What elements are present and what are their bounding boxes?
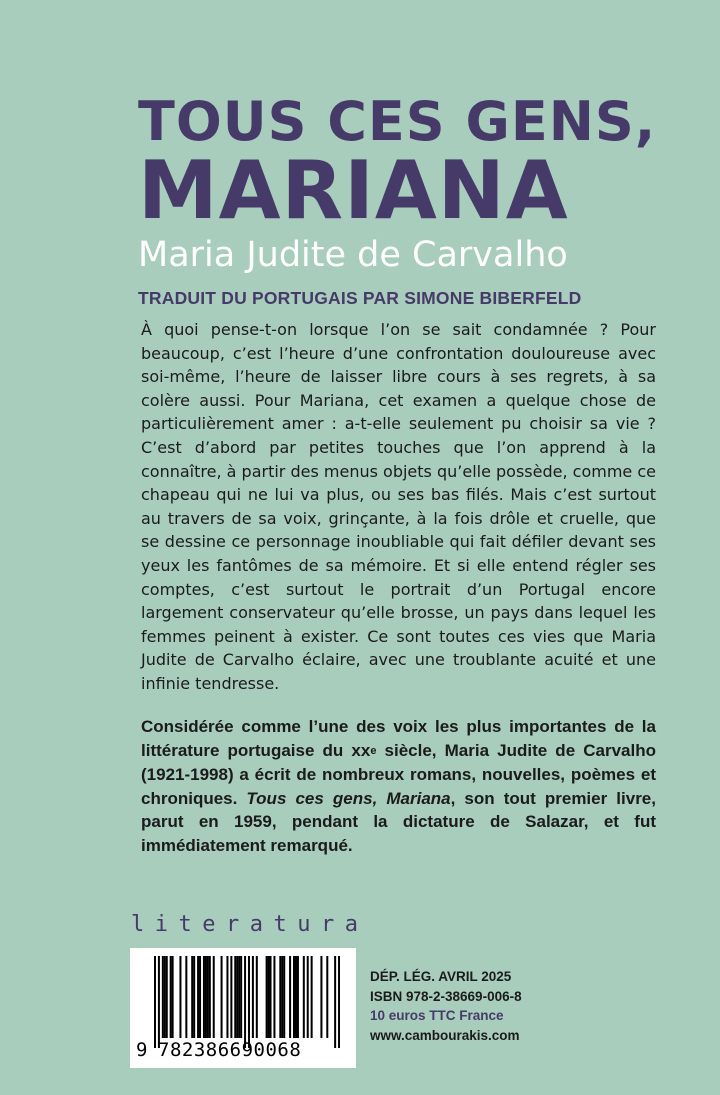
barcode-digits: 782386690068: [158, 1039, 302, 1061]
barcode-bar: [238, 956, 240, 1038]
barcode-bar: [226, 956, 228, 1038]
title-block: [138, 92, 658, 310]
book-title-line-2: MARIANA: [138, 144, 569, 237]
barcode-bar: [295, 956, 297, 1038]
barcode-bar: [279, 956, 281, 1038]
barcode-bar: [205, 956, 207, 1038]
legal-deposit: DÉP. LÉG. AVRIL 2025: [370, 969, 512, 984]
barcode-bar: [273, 956, 275, 1038]
barcode-first-digit: 9: [136, 1039, 148, 1061]
barcode-bar: [170, 956, 172, 1038]
publisher-website: www.cambourakis.com: [370, 1027, 520, 1043]
barcode-bar: [320, 956, 322, 1038]
barcode: [130, 948, 356, 1068]
barcode-bar: [289, 956, 291, 1038]
barcode-bar: [221, 956, 223, 1038]
publication-info: [370, 967, 522, 1045]
barcode-bar: [326, 956, 328, 1038]
author-bio: [141, 715, 656, 858]
barcode-bar: [283, 956, 285, 1038]
barcode-bar: [244, 956, 246, 1048]
barcode-bar: [297, 956, 299, 1038]
barcode-bar: [213, 956, 215, 1038]
barcode-bar: [207, 956, 209, 1038]
barcode-bar: [256, 956, 258, 1038]
translator-credit: TRADUIT DU PORTUGAIS PAR SIMONE BIBERFELD: [138, 288, 582, 308]
barcode-bar: [164, 956, 166, 1038]
barcode-bar: [209, 956, 211, 1038]
barcode-bar: [252, 956, 254, 1038]
barcode-bar: [191, 956, 193, 1038]
barcode-bar: [240, 956, 242, 1038]
bio-text-1: Considérée comme l’une des voix les plus importantes de la littérature portugaise du: [141, 717, 656, 760]
barcode-bar: [234, 956, 236, 1038]
bio-book-title: Tous ces gens, Mariana: [246, 788, 451, 808]
book-title-line-1: TOUS CES GENS,: [138, 90, 657, 153]
barcode-bar: [248, 956, 250, 1048]
barcode-bar: [199, 956, 201, 1038]
barcode-bar: [281, 956, 283, 1038]
barcode-bar: [197, 956, 199, 1038]
author-name: Maria Judite de Carvalho: [138, 235, 568, 275]
barcode-bar: [166, 956, 168, 1038]
barcode-bar: [236, 956, 238, 1038]
barcode-bar: [230, 956, 232, 1038]
bio-century: $xx^e$: [351, 740, 377, 760]
barcode-bar: [179, 956, 181, 1038]
barcode-bar: [303, 956, 305, 1038]
barcode-bar: [268, 956, 270, 1038]
book-summary: À quoi pense-t-on lorsque l’on se sait condamnée ? Pour beaucoup, c’est l’heure d’une confrontation douloureuse avec soi-même, l’heure de laisser libre cours à ses regrets, à sa colère aussi. Pour Mariana, cet examen a quelque chose de particulièrement amer : a-t-elle seulement pu choisir sa vie ? C’est d’abord par petites touches que l’on apprend à la connaître, à partir des menus objets qu’elle possède, comme ce chapeau qui ne lui va plus, ou ses bas filés. Mais c’est surtout au travers de sa voix, grinçante, à la fois drôle et cruelle, que se dessine ce personnage inoubliable qui fait défiler devant ses yeux les fantômes de sa mémoire. Et si elle entend régler ses comptes, c’est surtout le portrait d’un Portugal encore largement conservateur qu’elle brosse, un pays dans lequel les femmes peinent à exister. Ce sont toutes ces vies que Maria Judite de Carvalho éclaire, avec une troublante acuité et une infinie tendresse.: [141, 320, 656, 693]
bio-text-3: , son tout premier livre, parut en 1959, pendant la dictature de Salazar, et fut immédiatement remarqué.: [141, 788, 656, 855]
barcode-bar: [311, 956, 313, 1038]
barcode-bar: [193, 956, 195, 1038]
barcode-bar: [334, 956, 336, 1048]
barcode-bar: [162, 956, 164, 1038]
bio-text-2: siècle, Maria Judite de Carvalho (1921-1998) a écrit de nombreux romans, nouvelles, poèmes et chroniques.: [141, 740, 656, 808]
barcode-bar: [185, 956, 187, 1038]
barcode-bar: [203, 956, 205, 1038]
bio-century-suffix: e: [370, 744, 377, 757]
barcode-bar: [293, 956, 295, 1038]
barcode-bar: [172, 956, 174, 1038]
barcode-bar: [307, 956, 309, 1038]
barcode-bar: [270, 956, 272, 1038]
isbn: ISBN 978-2-38669-006-8: [370, 988, 522, 1004]
barcode-bars: [154, 956, 340, 1048]
barcode-bar: [338, 956, 340, 1048]
price: 10 euros TTC France: [370, 1008, 504, 1023]
series-name: literatura: [131, 912, 369, 937]
barcode-bar: [158, 956, 160, 1048]
barcode-bar: [266, 956, 268, 1038]
barcode-bar: [154, 956, 156, 1048]
